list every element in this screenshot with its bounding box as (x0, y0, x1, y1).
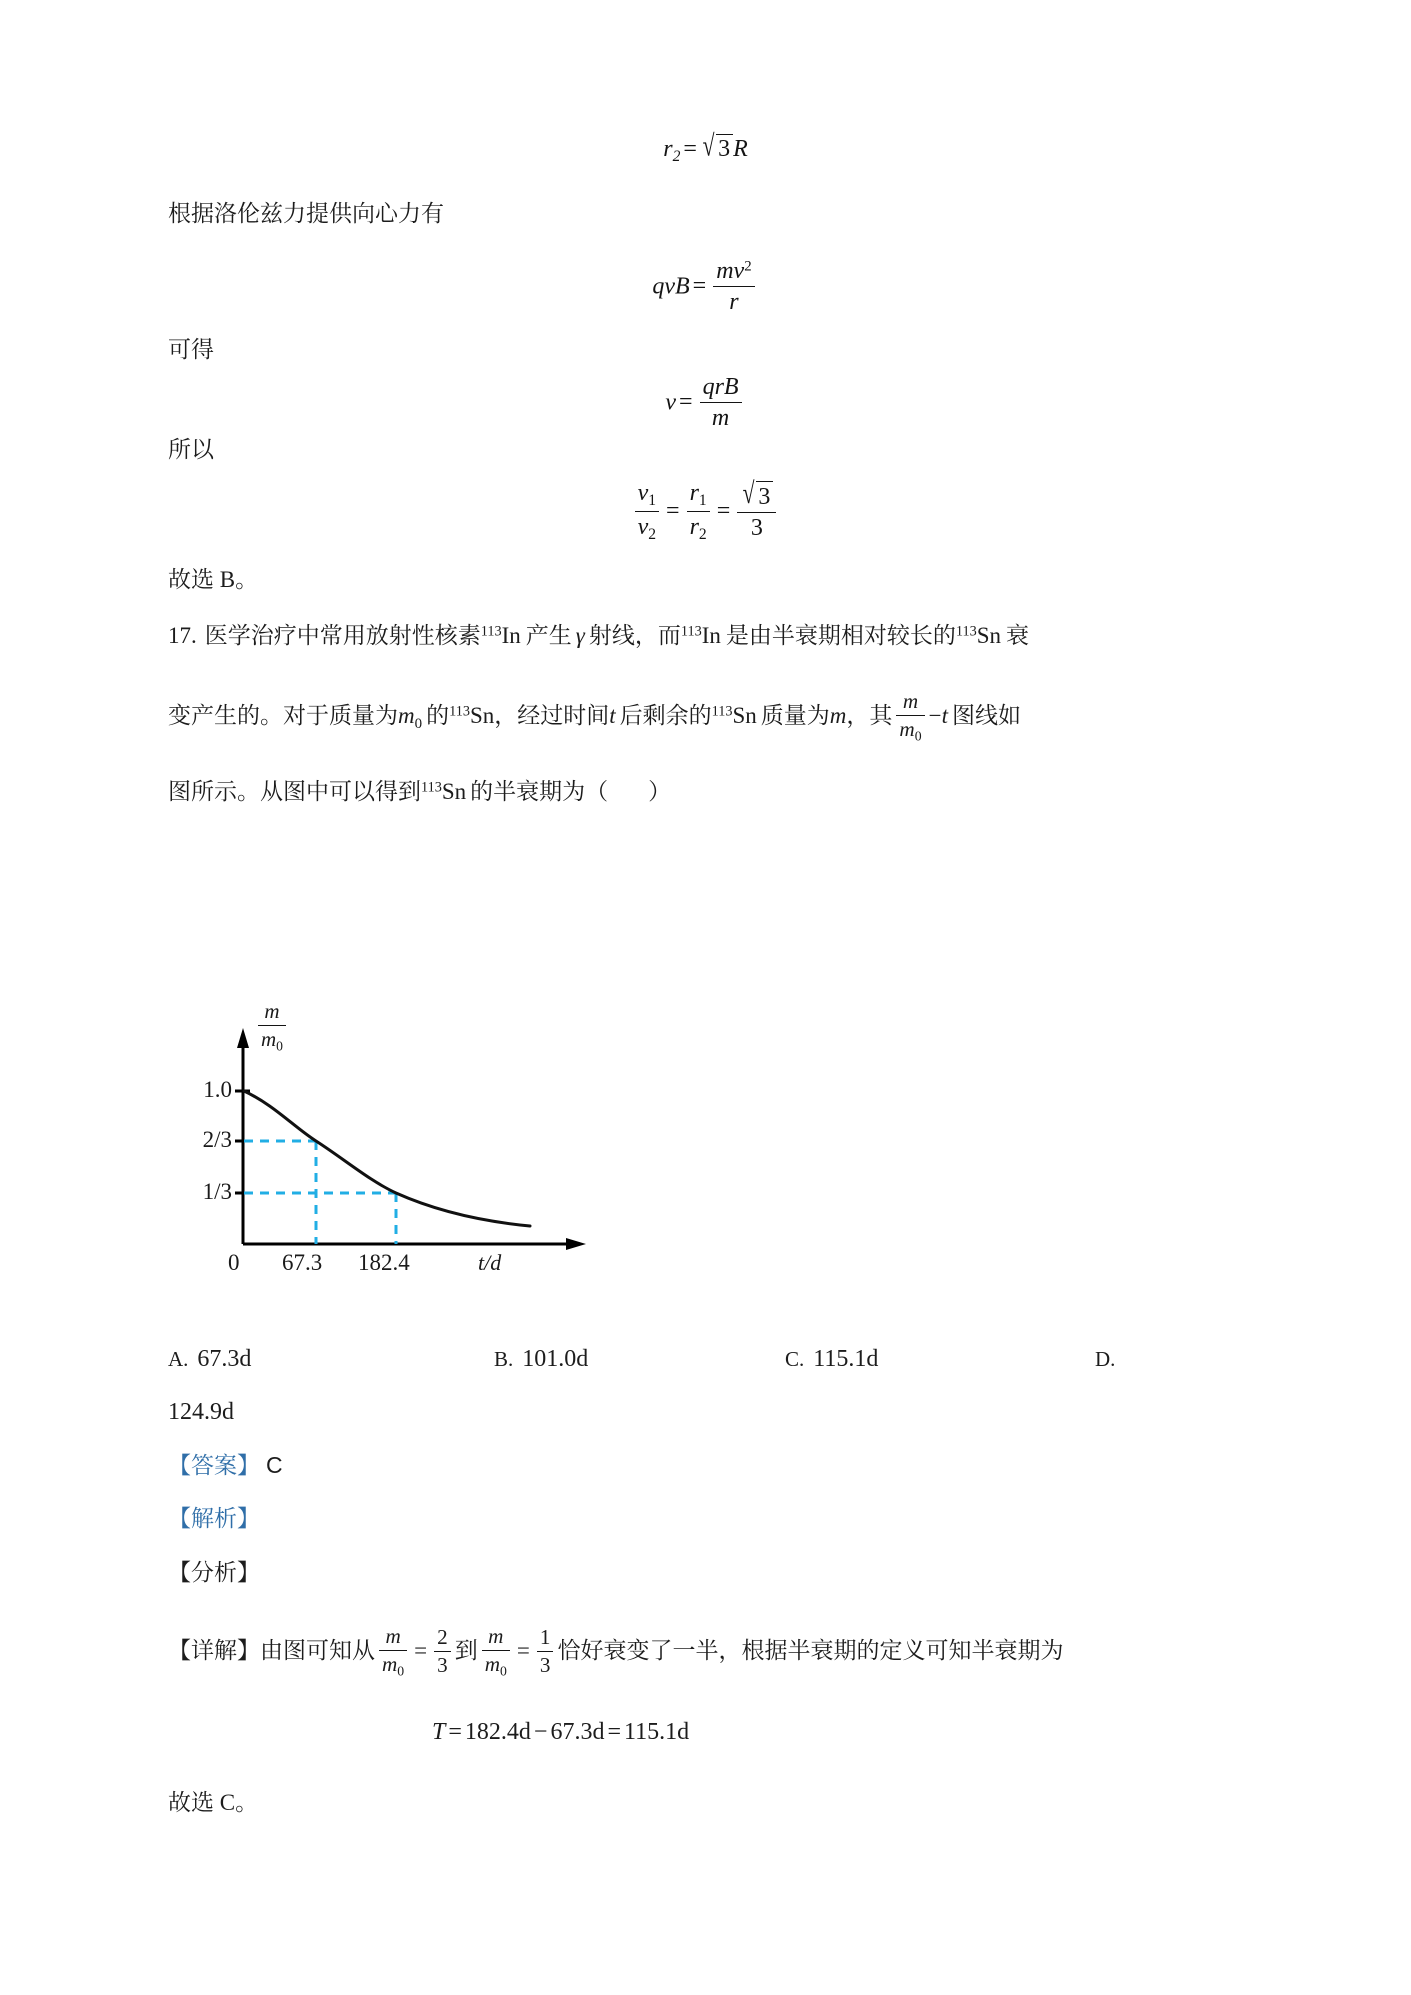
fraction-numerator: m (896, 689, 924, 716)
y-axis-label (258, 1000, 286, 1055)
sqrt-icon: √ (742, 478, 755, 511)
question-text-e: 衰 (1006, 623, 1030, 648)
isotope-symbol-in: In (701, 623, 721, 648)
equation-velocity-lhs: v (665, 389, 677, 416)
equals-sign: = (516, 1638, 530, 1664)
fraction-numerator: m (258, 999, 286, 1026)
x-tick-label-182-4: 182.4 (358, 1250, 410, 1275)
question-text-f: ，其 (846, 703, 893, 729)
fraction-1-over-3 (537, 1625, 554, 1678)
fraction-denominator: r (729, 289, 739, 316)
denominator-var: m (899, 716, 915, 741)
question-text-a: 图所示。从图中可以得到 (168, 779, 421, 804)
y-tick-label-2: 2/3 (202, 1127, 232, 1152)
denominator-sub: 0 (914, 728, 922, 744)
variable-m: m (829, 703, 847, 729)
isotope-symbol-sn: Sn (441, 779, 467, 804)
choice-c-label: C. (785, 1347, 805, 1371)
choice-d-label: D. (1095, 1347, 1116, 1371)
choice-a-value: 67.3d (197, 1346, 252, 1372)
denominator-sub: 2 (698, 526, 707, 544)
fraction-m-over-m0 (482, 1624, 510, 1680)
choice-c-value: 115.1d (813, 1346, 879, 1372)
question-text-a: 变产生的。对于质量为 (168, 703, 398, 729)
detail-line (168, 1625, 1063, 1681)
choice-c[interactable] (785, 1346, 878, 1373)
question-text-b: 的半衰期为（ (470, 779, 609, 804)
fraction-numerator: 1 (537, 1625, 554, 1652)
x-tick-label-67-3: 67.3 (282, 1250, 323, 1275)
fraction-numerator (635, 479, 659, 512)
detail-tag: 【详解】 (168, 1638, 260, 1664)
fraction-denominator (258, 1026, 286, 1054)
fraction-denominator (482, 1651, 510, 1680)
question-text-d: 是由半衰期相对较长的 (725, 623, 956, 648)
question-text-c: ，经过时间 (494, 703, 610, 729)
y-axis-arrow-icon (237, 1028, 249, 1048)
fraction-numerator (713, 257, 754, 287)
equation-lorentz (0, 258, 1411, 318)
equation-velocity (0, 374, 1411, 434)
variable-m0-sub: 0 (414, 715, 423, 732)
analysis-tag: 【分析】 (168, 1560, 260, 1585)
choice-d[interactable] (1095, 1346, 1115, 1372)
question-number: 17. (168, 623, 197, 648)
denominator-var: m (484, 1651, 500, 1676)
choice-a[interactable] (168, 1346, 251, 1373)
x-axis-label-text: t/d (478, 1250, 502, 1275)
sqrt-radicand: 3 (756, 481, 773, 511)
equation-r2-lhs: r (663, 136, 673, 162)
numerator-text: mv (716, 257, 745, 284)
sqrt-group (740, 478, 773, 511)
fraction-numerator: qrB (700, 373, 742, 403)
fraction-numerator: m (482, 1624, 510, 1651)
text-conclusion-c: 故选 C。 (168, 1790, 259, 1815)
fraction-qrB-over-m (700, 373, 742, 433)
variable-m0: m (398, 703, 415, 729)
equals-sign: = (692, 273, 707, 300)
numerator-var: v (637, 479, 649, 506)
isotope-mass-number: 113 (480, 623, 502, 640)
question-text-e: 质量为 (760, 703, 830, 729)
denominator-var: r (689, 514, 699, 541)
answer-value: C (266, 1452, 283, 1478)
minus-sign: − (928, 703, 942, 729)
isotope-mass-number: 113 (711, 703, 733, 720)
equals-sign: = (716, 498, 731, 525)
explanation-tag: 【解析】 (168, 1506, 260, 1531)
isotope-symbol-sn: Sn (976, 623, 1002, 648)
equation-lorentz-lhs: qvB (652, 273, 690, 300)
fraction-mv2-over-r (713, 257, 754, 317)
equals-sign: = (448, 1719, 462, 1745)
detail-text-b: 到 (454, 1638, 478, 1664)
x-axis-label (478, 1250, 501, 1276)
y-tick-label-3: 1/3 (202, 1179, 232, 1204)
text-conclusion-b: 故选 B。 (168, 567, 259, 592)
answer-tag: 【答案】 (168, 1453, 260, 1478)
sqrt-radicand: 3 (716, 134, 733, 163)
question-text-d: 后剩余的 (619, 703, 712, 729)
numerator-sub: 1 (698, 491, 707, 509)
isotope-mass-number: 113 (955, 623, 977, 640)
x-tick-label-0: 0 (228, 1250, 240, 1275)
question-text-c: 射线，而 (588, 623, 681, 648)
equation-r2-trailing: R (733, 136, 748, 162)
isotope-symbol-sn: Sn (732, 703, 757, 729)
equals-sign: = (679, 389, 693, 416)
denominator-var: v (637, 514, 649, 541)
question-text-c: ） (648, 779, 672, 804)
half-life-lhs: T (432, 1719, 446, 1745)
denominator-var: m (382, 1651, 398, 1676)
sqrt-icon: √ (702, 130, 715, 163)
equation-ratio (0, 480, 1411, 546)
denominator-sub: 0 (276, 1038, 283, 1054)
equals-sign: = (683, 136, 697, 162)
fraction-denominator: 3 (750, 515, 763, 542)
answer-row (168, 1448, 283, 1484)
fraction-denominator: 3 (437, 1653, 448, 1678)
choice-b-label: B. (494, 1347, 514, 1371)
question-line-3 (168, 774, 671, 810)
equation-half-life (432, 1714, 689, 1751)
half-life-term-a: 182.4d (464, 1719, 531, 1745)
numerator-sub: 1 (648, 491, 657, 509)
fraction-denominator: 3 (539, 1653, 551, 1678)
fraction-m-over-m0 (258, 999, 286, 1054)
fraction-denominator (379, 1651, 407, 1680)
text-keide: 可得 (168, 337, 214, 362)
fraction-2-over-3 (434, 1625, 451, 1678)
equals-sign: = (607, 1719, 621, 1745)
choice-a-label: A. (168, 1347, 189, 1371)
numerator-var: r (689, 479, 699, 506)
fraction-denominator (896, 716, 924, 745)
question-text-b: 产生 (525, 623, 572, 648)
question-text-g: 图线如 (951, 703, 1021, 729)
sqrt-group (700, 130, 733, 163)
isotope-mass-number: 113 (680, 623, 702, 640)
denominator-sub: 0 (500, 1663, 507, 1679)
fraction-numerator (737, 478, 776, 513)
minus-sign: − (533, 1719, 548, 1745)
fraction-sqrt3-over-3 (737, 478, 776, 543)
decay-curve-line (244, 1091, 530, 1226)
isotope-symbol-in: In (501, 623, 521, 648)
half-life-term-b: 67.3d (550, 1719, 605, 1745)
choice-d-value-wrapped: 124.9d (168, 1399, 234, 1425)
fraction-v1-over-v2 (635, 479, 659, 545)
denominator-var: m (261, 1026, 277, 1051)
numerator-exponent: 2 (744, 258, 752, 275)
fraction-denominator: m (711, 405, 730, 432)
x-axis-arrow-icon (566, 1238, 586, 1250)
denominator-sub: 2 (648, 526, 657, 544)
fraction-m-over-m0 (896, 689, 924, 745)
question-line-1 (168, 618, 1029, 654)
fraction-denominator (687, 512, 710, 544)
fraction-numerator (687, 479, 710, 512)
text-lorentz-intro: 根据洛伦兹力提供向心力有 (168, 201, 444, 226)
fraction-numerator: 2 (434, 1625, 451, 1652)
choice-b-value: 101.0d (522, 1346, 589, 1372)
gamma-symbol: γ (575, 623, 585, 648)
fraction-r1-over-r2 (687, 479, 710, 545)
fraction-numerator: m (379, 1624, 407, 1651)
isotope-symbol-sn: Sn (469, 703, 495, 729)
fraction-denominator (635, 512, 659, 544)
isotope-mass-number: 113 (449, 703, 470, 720)
isotope-mass-number: 113 (421, 779, 442, 796)
question-line-2 (168, 690, 1021, 746)
variable-t: t (609, 703, 616, 729)
denominator-sub: 0 (397, 1663, 405, 1679)
detail-text-c: 恰好衰变了一半，根据半衰期的定义可知半衰期为 (557, 1638, 1064, 1664)
decay-curve-figure (178, 998, 598, 1294)
question-text-a: 医学治疗中常用放射性核素 (204, 623, 481, 648)
fraction-m-over-m0 (379, 1624, 407, 1680)
equals-sign: = (666, 498, 680, 525)
equation-r2 (0, 130, 1411, 166)
y-tick-label-1: 1.0 (203, 1077, 232, 1102)
text-suoyi: 所以 (168, 437, 214, 462)
choice-b[interactable] (494, 1346, 588, 1373)
question-text-b: 的 (426, 703, 450, 729)
equals-sign: = (414, 1638, 428, 1664)
variable-t: t (941, 703, 948, 729)
detail-text-a: 由图可知从 (260, 1638, 375, 1664)
half-life-result: 115.1d (624, 1719, 690, 1745)
equation-r2-lhs-sub: 2 (672, 147, 681, 165)
